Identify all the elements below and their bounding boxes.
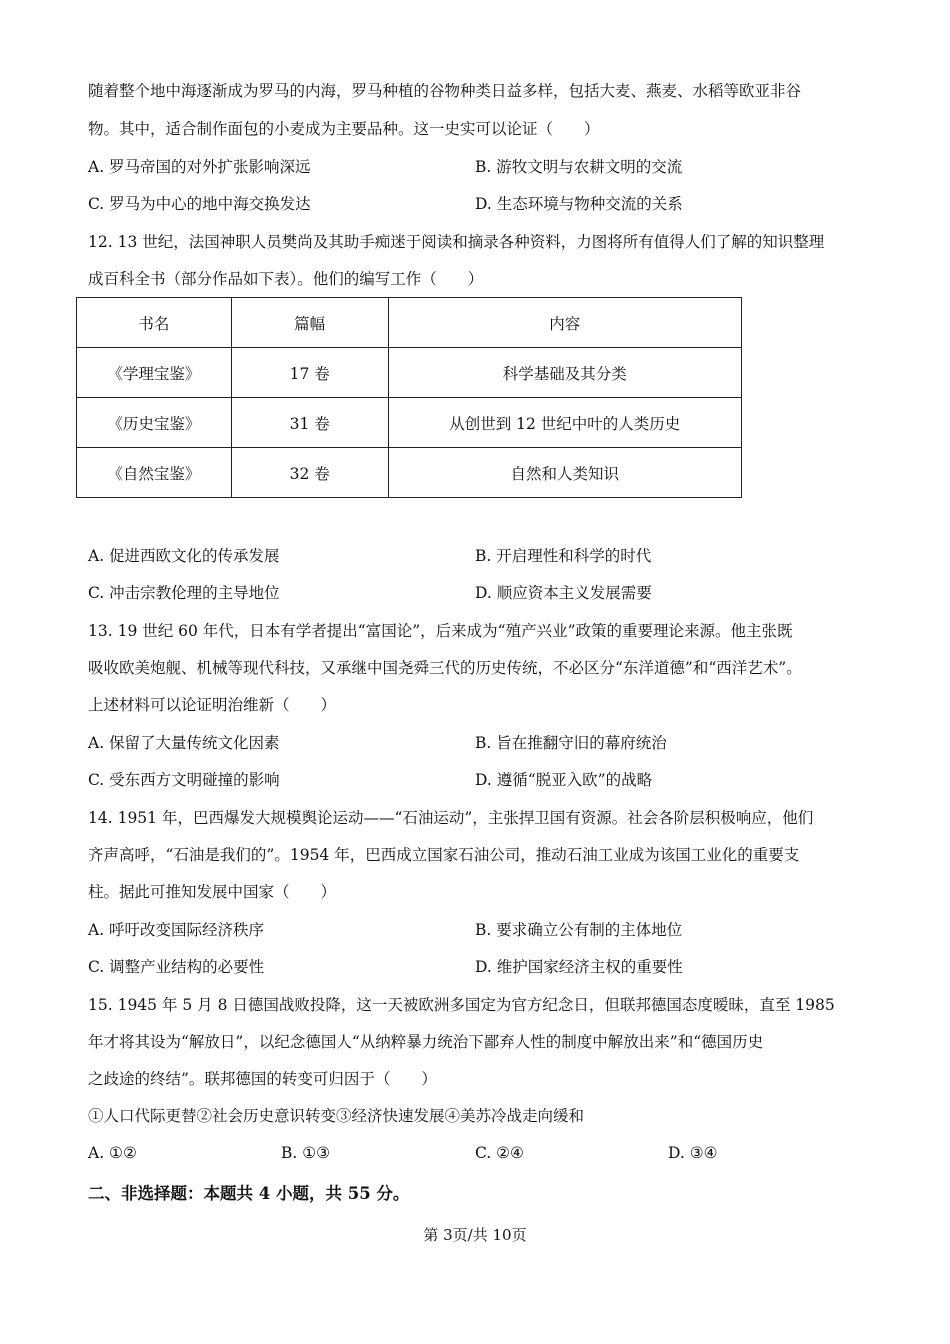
table-cell: 31 卷 [231, 398, 388, 448]
table-cell: 自然和人类知识 [388, 448, 741, 498]
table-cell: 32 卷 [231, 448, 388, 498]
q11-option-c: C. 罗马为中心的地中海交换发达 [88, 195, 311, 213]
q11-stem-line1: 随着整个地中海逐渐成为罗马的内海，罗马种植的谷物种类日益多样，包括大麦、燕麦、水稻等欧亚非谷 [88, 82, 802, 100]
table-row [77, 448, 742, 498]
q15-option-d: D. ③④ [668, 1144, 718, 1162]
q15-option-b: B. ①③ [281, 1144, 331, 1162]
table-header-cell: 书名 [77, 298, 232, 348]
table-cell: 《学理宝鉴》 [77, 348, 232, 398]
q13-option-a: A. 保留了大量传统文化因素 [88, 734, 280, 752]
table-header-cell: 篇幅 [231, 298, 388, 348]
q15-items: ①人口代际更替②社会历史意识转变③经济快速发展④美苏冷战走向缓和 [88, 1107, 585, 1125]
table-header-cell: 内容 [388, 298, 741, 348]
q14-stem-line2: 齐声高呼，“石油是我们的”。1954 年，巴西成立国家石油公司，推动石油工业成为该国工业化的重要支 [88, 846, 800, 864]
q14-option-c: C. 调整产业结构的必要性 [88, 958, 265, 976]
q12-stem-line1: 12. 13 世纪，法国神职人员樊尚及其助手痴迷于阅读和摘录各种资料，力图将所有值得人们了解的知识整理 [88, 233, 825, 251]
works-table [76, 297, 742, 498]
table-cell: 《自然宝鉴》 [77, 448, 232, 498]
q13-stem-line1: 13. 19 世纪 60 年代，日本有学者提出“富国论”，后来成为“殖产兴业”政策的重要理论来源。他主张既 [88, 622, 793, 640]
q13-stem-line3: 上述材料可以论证明治维新（ ） [88, 696, 337, 714]
q12-option-a: A. 促进西欧文化的传承发展 [88, 547, 280, 565]
table-header-row [77, 298, 742, 348]
q11-option-a: A. 罗马帝国的对外扩张影响深远 [88, 158, 311, 176]
q15-option-c: C. ②④ [475, 1144, 524, 1162]
q12-option-b: B. 开启理性和科学的时代 [475, 547, 652, 565]
q13-option-d: D. 遵循“脱亚入欧”的战略 [475, 771, 653, 789]
q15-option-a: A. ①② [88, 1144, 137, 1162]
section-heading: 二、非选择题：本题共 4 小题，共 55 分。 [88, 1184, 410, 1203]
q15-stem-line2: 年才将其设为“解放日”，以纪念德国人“从纳粹暴力统治下鄙弃人性的制度中解放出来”和“德国历史 [88, 1033, 764, 1051]
table-cell: 从创世到 12 世纪中叶的人类历史 [388, 398, 741, 448]
q12-option-c: C. 冲击宗教伦理的主导地位 [88, 584, 280, 602]
q13-stem-line2: 吸收欧美炮舰、机械等现代科技，又承继中国尧舜三代的历史传统，不必区分“东洋道德”和“西洋艺术”。 [88, 659, 802, 677]
q14-option-b: B. 要求确立公有制的主体地位 [475, 921, 683, 939]
table-cell: 科学基础及其分类 [388, 348, 741, 398]
q13-option-b: B. 旨在推翻守旧的幕府统治 [475, 734, 667, 752]
q15-stem-line3: 之歧途的终结”。联邦德国的转变可归因于（ ） [88, 1070, 437, 1088]
q12-option-d: D. 顺应资本主义发展需要 [475, 584, 652, 602]
q14-option-d: D. 维护国家经济主权的重要性 [475, 958, 683, 976]
page-footer: 第 3页/共 10页 [423, 1226, 527, 1244]
table-row [77, 398, 742, 448]
table-cell: 17 卷 [231, 348, 388, 398]
q12-stem-line2: 成百科全书（部分作品如下表）。他们的编写工作（ ） [88, 270, 484, 288]
q14-option-a: A. 呼吁改变国际经济秩序 [88, 921, 265, 939]
q14-stem-line1: 14. 1951 年，巴西爆发大规模舆论运动——“石油运动”，主张捍卫国有资源。社会各阶层积极响应，他们 [88, 809, 814, 827]
q15-stem-line1: 15. 1945 年 5 月 8 日德国战败投降，这一天被欧洲多国定为官方纪念日，但联邦德国态度暧昧，直至 1985 [88, 996, 835, 1014]
q11-option-d: D. 生态环境与物种交流的关系 [475, 195, 683, 213]
q11-option-b: B. 游牧文明与农耕文明的交流 [475, 158, 683, 176]
q11-stem-line2: 物。其中，适合制作面包的小麦成为主要品种。这一史实可以论证（ ） [88, 120, 600, 138]
q14-stem-line3: 柱。据此可推知发展中国家（ ） [88, 883, 337, 901]
table-cell: 《历史宝鉴》 [77, 398, 232, 448]
table-row [77, 348, 742, 398]
q13-option-c: C. 受东西方文明碰撞的影响 [88, 771, 280, 789]
